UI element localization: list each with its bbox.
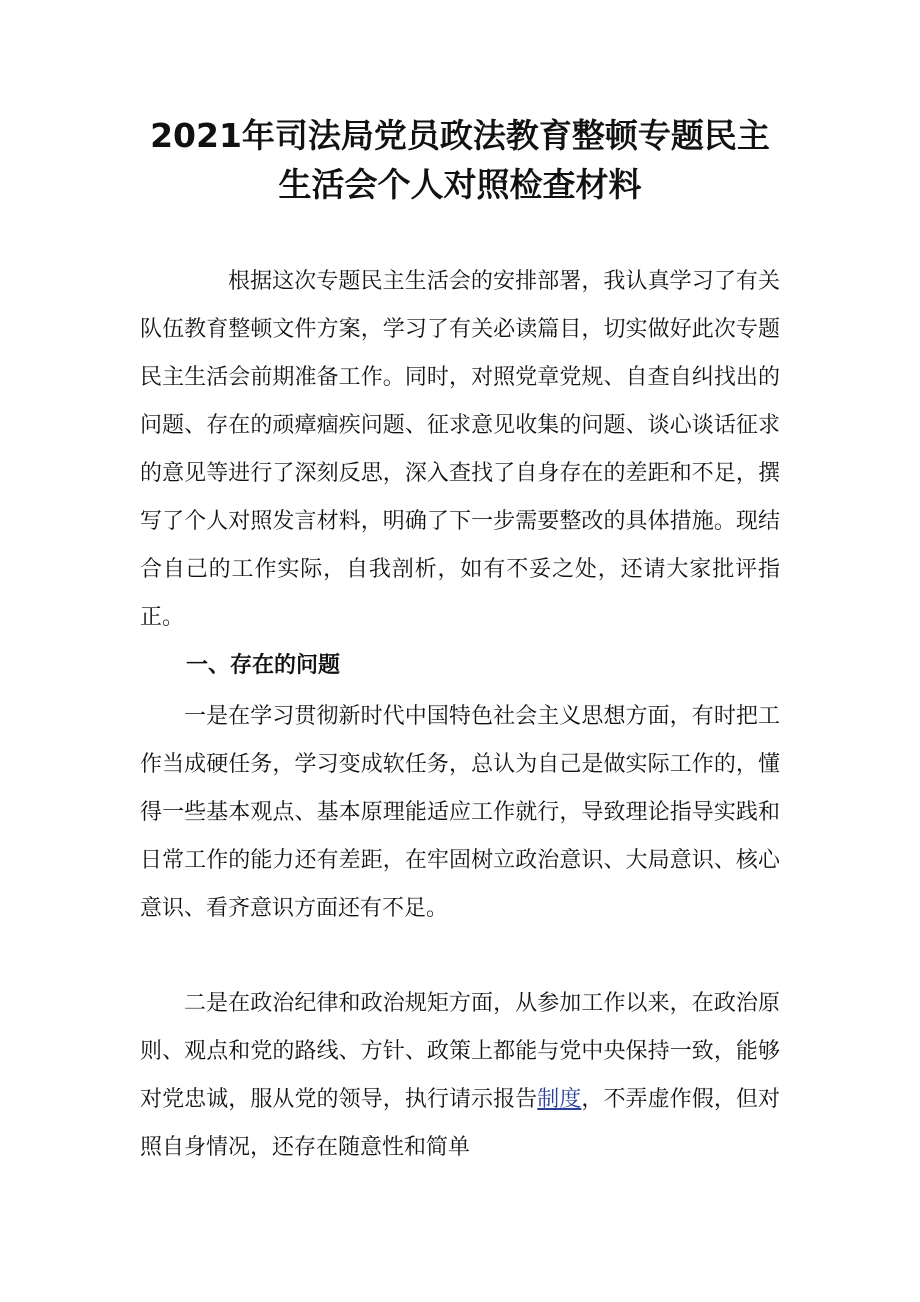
section-heading-problems: 一、存在的问题 xyxy=(186,653,341,678)
paragraph-text-after-link: ，不弄虚作假，但对照自身情况，还存在随意性和简单 xyxy=(140,1087,780,1160)
problem-paragraph-2 xyxy=(140,980,780,1172)
paragraph-text-before-link: 二是在政治纪律和政治规矩方面，从参加工作以来，在政治原则、观点和党的路线、方针、政策上都能与党中央保持一致，能够对党忠诚，服从党的领导，执行请示报告 xyxy=(140,991,780,1112)
document-title-line-1: 2021年司法局党员政法教育整顿专题民主 xyxy=(150,116,770,155)
document-title-line-2: 生活会个人对照检查材料 xyxy=(278,165,642,204)
system-link[interactable]: 制度 xyxy=(537,1087,582,1112)
intro-paragraph: 根据这次专题民主生活会的安排部署，我认真学习了有关队伍教育整顿文件方案，学习了有关必读篇目，切实做好此次专题民主生活会前期准备工作。同时，对照党章党规、自查自纠找出的问题、存在的顽瘴痼疾问题、征求意见收集的问题、谈心谈话征求的意见等进行了深刻反思，深入查找了自身存在的差距和不足，撰写了个人对照发言材料，明确了下一步需要整改的具体措施。现结合自己的工作实际，自我剖析，如有不妥之处，还请大家批评指正。 xyxy=(140,269,780,630)
problem-paragraph-1: 一是在学习贯彻新时代中国特色社会主义思想方面，有时把工作当成硬任务，学习变成软任务，总认为自己是做实际工作的，懂得一些基本观点、基本原理能适应工作就行，导致理论指导实践和日常工作的能力还有差距，在牢固树立政治意识、大局意识、核心意识、看齐意识方面还有不足。 xyxy=(140,704,780,921)
